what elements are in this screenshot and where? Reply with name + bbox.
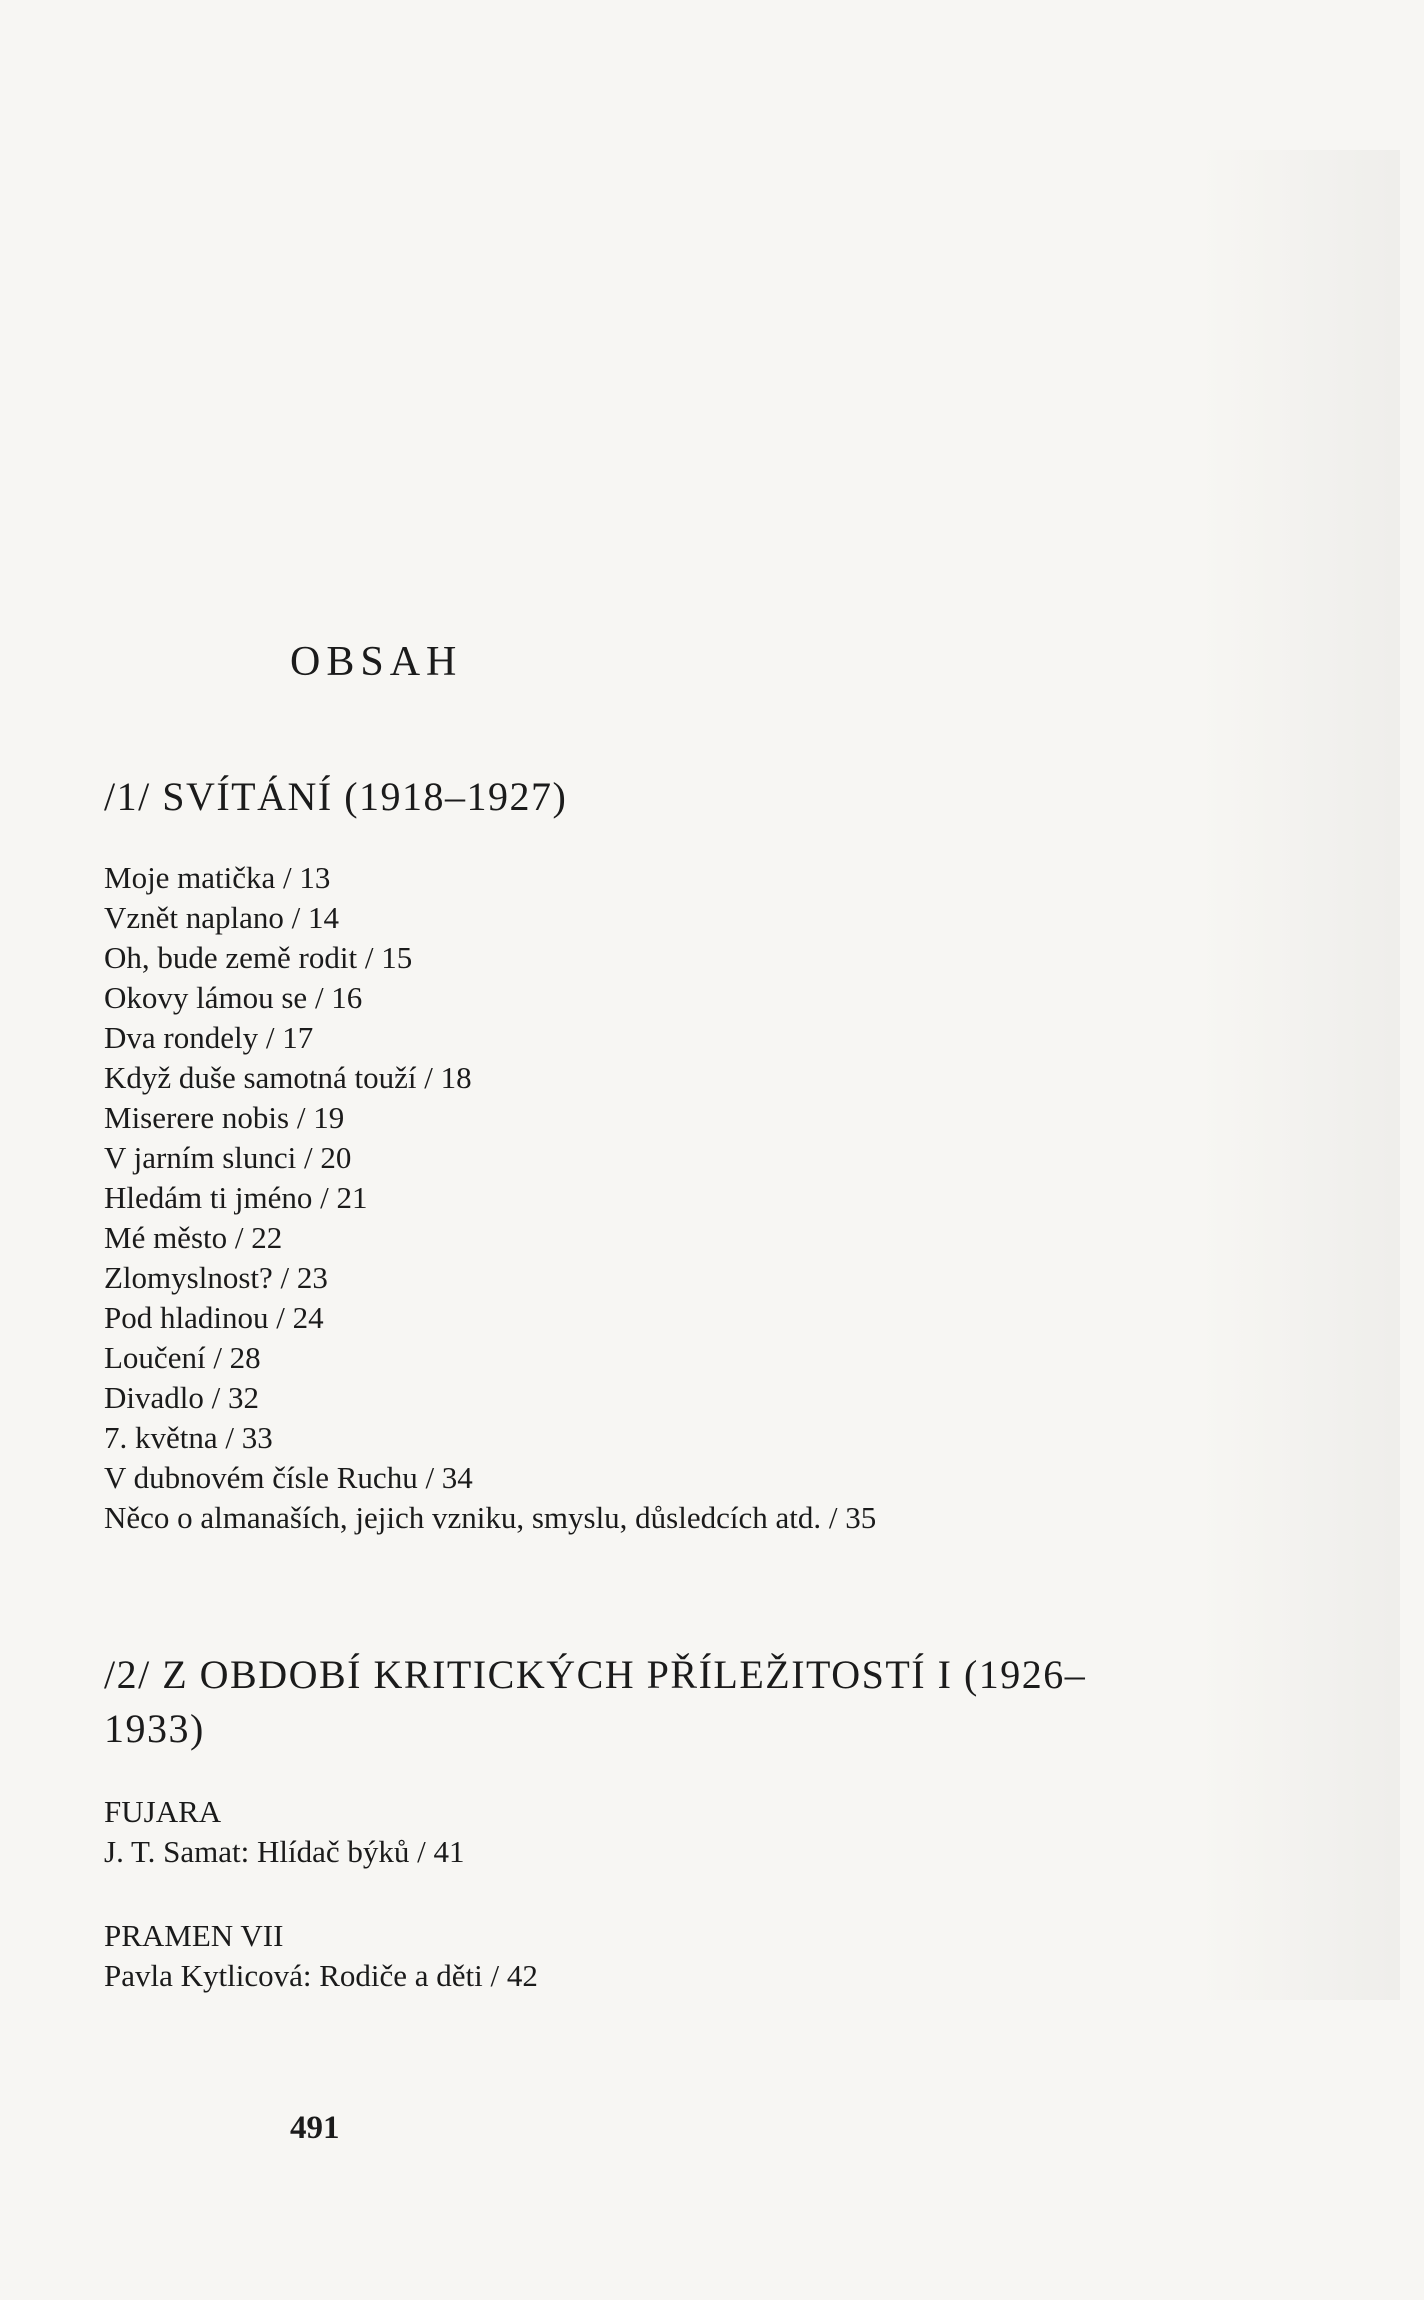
toc-entry: Miserere nobis / 19 — [104, 1100, 345, 1135]
toc-entry: Divadlo / 32 — [104, 1380, 259, 1415]
toc-entry: Zlomyslnost? / 23 — [104, 1260, 328, 1295]
toc-entry: Pod hladinou / 24 — [104, 1300, 324, 1335]
subsection-heading-fujara: FUJARA — [104, 1794, 222, 1829]
toc-entry: Vznět naplano / 14 — [104, 900, 340, 935]
page-title: OBSAH — [290, 639, 463, 685]
subsection-heading-pramen: PRAMEN VII — [104, 1918, 284, 1953]
toc-entry: Moje matička / 13 — [104, 860, 331, 895]
toc-entry: 7. května / 33 — [104, 1420, 273, 1455]
page-number: 491 — [290, 2110, 340, 2146]
toc-entry: Něco o almanaších, jejich vzniku, smyslu, důsledcích atd. / 35 — [104, 1500, 877, 1535]
toc-entry: Okovy lámou se / 16 — [104, 980, 363, 1015]
toc-list-section-1 — [104, 858, 876, 1538]
toc-entry: J. T. Samat: Hlídač býků / 41 — [104, 1834, 465, 1869]
section-heading-2: /2/ Z OBDOBÍ KRITICKÝCH PŘÍLEŽITOSTÍ I (1926–1933) — [104, 1652, 1087, 1751]
show-through-shading — [1200, 150, 1400, 2000]
toc-entry: Dva rondely / 17 — [104, 1020, 314, 1055]
toc-entry: Když duše samotná touží / 18 — [104, 1060, 472, 1095]
toc-entry: Hledám ti jméno / 21 — [104, 1180, 368, 1215]
section-heading-1: /1/ SVÍTÁNÍ (1918–1927) — [104, 774, 568, 819]
toc-entry: Oh, bude země rodit / 15 — [104, 940, 413, 975]
toc-entry: Loučení / 28 — [104, 1340, 261, 1375]
toc-entry: V jarním slunci / 20 — [104, 1140, 352, 1175]
toc-entry: Pavla Kytlicová: Rodiče a děti / 42 — [104, 1958, 538, 1993]
toc-entry: V dubnovém čísle Ruchu / 34 — [104, 1460, 473, 1495]
toc-entry: Mé město / 22 — [104, 1220, 283, 1255]
